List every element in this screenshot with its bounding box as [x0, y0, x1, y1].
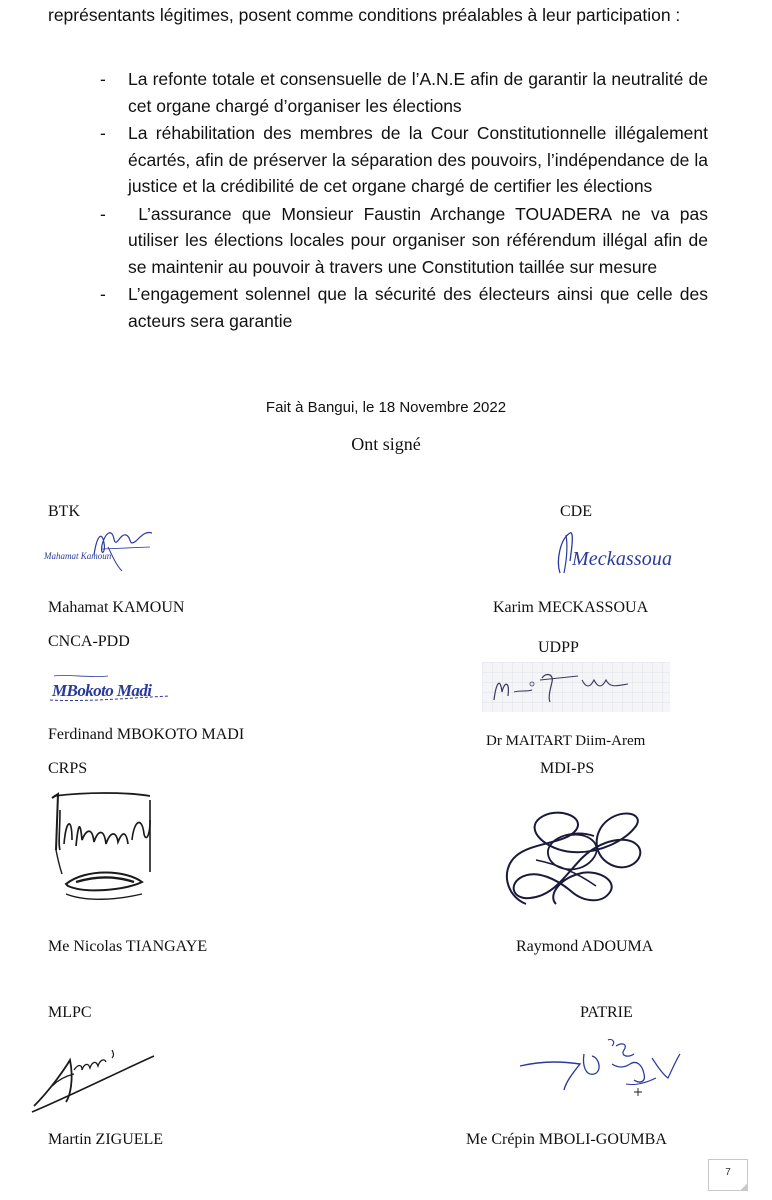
- condition-item: [100, 281, 708, 334]
- bullet-dash: -: [100, 123, 106, 143]
- party-label-btk: BTK: [48, 503, 80, 520]
- signature-kamoun: [42, 525, 157, 573]
- svg-text:Meckassoua: Meckassoua: [572, 548, 672, 570]
- condition-item: [100, 201, 713, 281]
- bullet-dash: -: [100, 284, 106, 304]
- condition-text: La refonte totale et consensuelle de l’A.N.E afin de garantir la neutralité de cet organe chargé d’organiser les élections: [128, 69, 708, 116]
- condition-text: L’engagement solennel que la sécurité des électeurs ainsi que celle des acteurs sera garantie: [128, 284, 708, 331]
- signature-maitart: [482, 662, 670, 712]
- party-label-mlpc: MLPC: [48, 1004, 92, 1021]
- intro-paragraph: représentants légitimes, posent comme conditions préalables à leur participation :: [48, 5, 681, 25]
- signature-mboli-goumba: [516, 1034, 696, 1104]
- signatory-name: Martin ZIGUELE: [48, 1131, 164, 1148]
- signatory-name: Dr MAITART Diim-Arem: [486, 733, 646, 749]
- party-label-udpp: UDPP: [538, 639, 579, 656]
- condition-text: La réhabilitation des membres de la Cour Constitutionnelle illégalement écartés, afin de préserver la séparation des pouvoirs, l’indépendance de la justice et la crédibilité de cet organe chargé de certifier les élections: [128, 123, 708, 196]
- svg-text:Mahamat Kamoun: Mahamat Kamoun: [44, 551, 112, 561]
- signatory-name: Ferdinand MBOKOTO MADI: [48, 726, 245, 743]
- party-label-patrie: PATRIE: [580, 1004, 633, 1021]
- conditions-list: [100, 66, 713, 335]
- signed-title: Ont signé: [351, 434, 421, 454]
- condition-item: [100, 66, 708, 119]
- signature-meckassoua: [552, 527, 677, 577]
- bullet-dash: -: [100, 203, 106, 224]
- signature-mbokoto: [48, 672, 173, 706]
- signatory-name: Me Nicolas TIANGAYE: [48, 938, 208, 955]
- svg-text:MBokoto Madi: MBokoto Madi: [52, 681, 152, 700]
- party-label-cde: CDE: [560, 503, 592, 520]
- signature-adouma: [496, 800, 651, 912]
- page-number: 7: [708, 1159, 748, 1191]
- signatory-name: Mahamat KAMOUN: [48, 599, 185, 616]
- party-label-mdi-ps: MDI-PS: [540, 760, 595, 777]
- signatory-name: Me Crépin MBOLI-GOUMBA: [466, 1131, 667, 1148]
- place-date: Fait à Bangui, le 18 Novembre 2022: [265, 399, 507, 416]
- condition-item: [100, 120, 708, 200]
- signature-tiangaye: [46, 790, 161, 920]
- signatory-name: Karim MECKASSOUA: [493, 599, 649, 616]
- party-label-crps: CRPS: [48, 760, 88, 777]
- signature-ziguele: [30, 1040, 160, 1116]
- party-label-cnca-pdd: CNCA-PDD: [48, 633, 130, 650]
- signatory-name: Raymond ADOUMA: [516, 938, 654, 955]
- condition-text: L’assurance que Monsieur Faustin Archange TOUADERA ne va pas utiliser les élections locales pour organiser son référendum illégal afin de se maintenir au pouvoir à travers une Constitution taillée sur mesure: [128, 203, 713, 277]
- bullet-dash: -: [100, 69, 106, 89]
